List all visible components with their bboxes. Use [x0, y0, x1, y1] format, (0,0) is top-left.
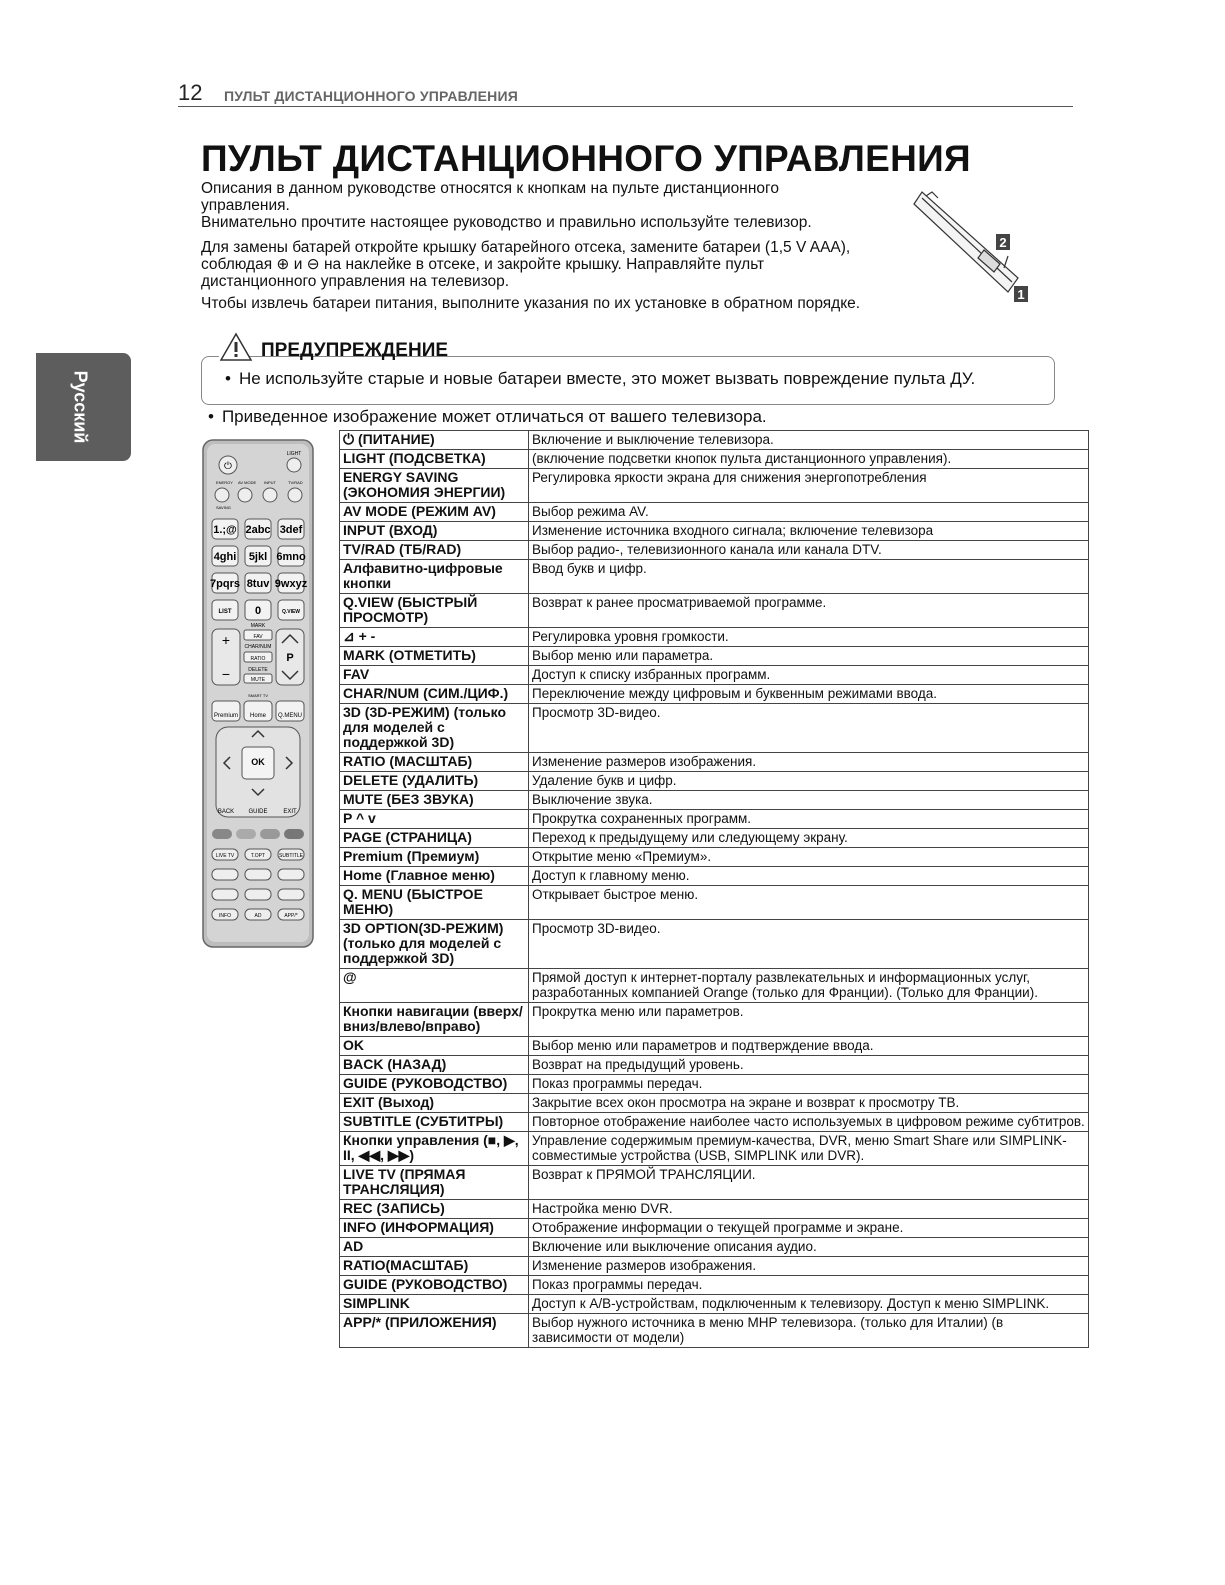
key-name: INFO (ИНФОРМАЦИЯ)	[340, 1219, 529, 1238]
svg-text:OK: OK	[251, 757, 265, 767]
key-name: INPUT (ВХОД)	[340, 522, 529, 541]
key-name: EXIT (Выход)	[340, 1094, 529, 1113]
key-name: Кнопки навигации (вверх/вниз/влево/вправо)	[340, 1003, 529, 1037]
running-title: ПУЛЬТ ДИСТАНЦИОННОГО УПРАВЛЕНИЯ	[224, 88, 519, 104]
key-description: Ввод букв и цифр.	[529, 560, 1089, 594]
key-name: Q. MENU (БЫСТРОЕ МЕНЮ)	[340, 886, 529, 920]
language-tab	[36, 353, 131, 461]
svg-text:SAVING: SAVING	[216, 505, 231, 510]
key-name: P ^ v	[340, 810, 529, 829]
key-description: Прокрутка меню или параметров.	[529, 1003, 1089, 1037]
svg-text:⏻: ⏻	[224, 461, 232, 472]
key-description: Выбор нужного источника в меню MHP телевизора. (только для Италии) (в зависимости от модели)	[529, 1314, 1089, 1348]
key-description: Возврат на предыдущий уровень.	[529, 1056, 1089, 1075]
warning-heading-text: ПРЕДУПРЕЖДЕНИЕ	[261, 340, 449, 361]
key-name: Алфавитно-цифровые кнопки	[340, 560, 529, 594]
key-description: Регулировка уровня громкости.	[529, 628, 1089, 647]
key-description: Изменение размеров изображения.	[529, 753, 1089, 772]
key-description: Выбор радио-, телевизионного канала или канала DTV.	[529, 541, 1089, 560]
light-icon	[287, 458, 301, 472]
table-row	[340, 1094, 1089, 1113]
table-row	[340, 1238, 1089, 1257]
svg-text:SUBTITLE: SUBTITLE	[279, 853, 303, 859]
key-description: Прокрутка сохраненных программ.	[529, 810, 1089, 829]
key-description: Показ программы передач.	[529, 1075, 1089, 1094]
table-row	[340, 541, 1089, 560]
key-description: Закрытие всех окон просмотра на экране и возврат к просмотру ТВ.	[529, 1094, 1089, 1113]
svg-text:LIGHT: LIGHT	[286, 451, 302, 457]
key-description: Прямой доступ к интернет-порталу развлекательных и информационных услуг, разработанных компанией Orange (только для Франции). (Только для Франции).	[529, 969, 1089, 1003]
key-description: Изменение источника входного сигнала; включение телевизора	[529, 522, 1089, 541]
table-row	[340, 791, 1089, 810]
key-name: TV/RAD (ТБ/RAD)	[340, 541, 529, 560]
table-row	[340, 666, 1089, 685]
table-row	[340, 920, 1089, 969]
table-row	[340, 1314, 1089, 1348]
key-description: Удаление букв и цифр.	[529, 772, 1089, 791]
key-description: Выбор меню или параметров и подтверждение ввода.	[529, 1037, 1089, 1056]
svg-text:Premium: Premium	[213, 713, 239, 719]
key-name: MARK (ОТМЕТИТЬ)	[340, 647, 529, 666]
table-row	[340, 1132, 1089, 1166]
svg-text:0: 0	[254, 605, 262, 617]
table-row	[340, 522, 1089, 541]
table-row	[340, 829, 1089, 848]
table-row	[340, 1219, 1089, 1238]
svg-text:INPUT: INPUT	[264, 480, 276, 485]
svg-text:RATIO: RATIO	[250, 656, 266, 662]
table-row	[340, 810, 1089, 829]
svg-text:7pqrs: 7pqrs	[210, 578, 240, 590]
table-row	[340, 886, 1089, 920]
table-row	[340, 753, 1089, 772]
page-header	[178, 80, 1073, 107]
key-description: Изменение размеров изображения.	[529, 1257, 1089, 1276]
key-name: LIVE TV (ПРЯМАЯ ТРАНСЛЯЦИЯ)	[340, 1166, 529, 1200]
key-name: AV MODE (РЕЖИМ AV)	[340, 503, 529, 522]
svg-text:GUIDE: GUIDE	[248, 809, 268, 815]
key-name: APP/* (ПРИЛОЖЕНИЯ)	[340, 1314, 529, 1348]
key-description: Доступ к A/B-устройствам, подключенным к телевизору. Доступ к меню SIMPLINK.	[529, 1295, 1089, 1314]
svg-text:+: +	[221, 632, 231, 648]
key-name: MUTE (БЕЗ ЗВУКА)	[340, 791, 529, 810]
svg-text:MUTE: MUTE	[250, 677, 266, 683]
table-row	[340, 560, 1089, 594]
key-description: Переключение между цифровым и буквенным режимами ввода.	[529, 685, 1089, 704]
key-name: GUIDE (РУКОВОДСТВО)	[340, 1075, 529, 1094]
key-description: Отображение информации о текущей программе и экране.	[529, 1219, 1089, 1238]
svg-text:BACK: BACK	[217, 809, 235, 815]
svg-text:ENERGY: ENERGY	[216, 480, 233, 485]
table-row	[340, 867, 1089, 886]
page-title: ПУЛЬТ ДИСТАНЦИОННОГО УПРАВЛЕНИЯ	[201, 138, 971, 179]
key-name: Home (Главное меню)	[340, 867, 529, 886]
svg-text:AD: AD	[254, 913, 262, 919]
svg-text:P: P	[286, 652, 294, 664]
svg-text:DELETE: DELETE	[248, 667, 268, 673]
key-name: PAGE (СТРАНИЦА)	[340, 829, 529, 848]
battery-remote-illustration	[908, 186, 1048, 308]
key-name: Q.VIEW (БЫСТРЫЙ ПРОСМОТР)	[340, 594, 529, 628]
table-row	[340, 628, 1089, 647]
key-description: Выключение звука.	[529, 791, 1089, 810]
intro-paragraph-2: Внимательно прочтите настоящее руководство и правильно используйте телевизор.	[201, 214, 812, 231]
key-description: Открытие меню «Премиум».	[529, 848, 1089, 867]
table-row	[340, 431, 1089, 450]
svg-text:9wxyz: 9wxyz	[274, 578, 308, 590]
table-row	[340, 1276, 1089, 1295]
table-row	[340, 503, 1089, 522]
key-name: 3D OPTION(3D-РЕЖИМ) (только для моделей с поддержкой 3D)	[340, 920, 529, 969]
key-description: Повторное отображение наиболее часто используемых в цифровом режиме субтитров.	[529, 1113, 1089, 1132]
svg-text:6mno: 6mno	[276, 551, 306, 563]
key-name: FAV	[340, 666, 529, 685]
key-description: Настройка меню DVR.	[529, 1200, 1089, 1219]
key-description: Выбор меню или параметра.	[529, 647, 1089, 666]
table-row	[340, 1200, 1089, 1219]
svg-text:LIST: LIST	[218, 609, 232, 615]
svg-text:Home: Home	[249, 713, 267, 719]
warning-triangle-icon	[219, 332, 253, 362]
key-description: Переход к предыдущему или следующему экрану.	[529, 829, 1089, 848]
svg-text:AV MODE: AV MODE	[238, 480, 257, 485]
svg-text:TV/RAD: TV/RAD	[288, 480, 303, 485]
table-row	[340, 1257, 1089, 1276]
key-name: CHAR/NUM (СИМ./ЦИФ.)	[340, 685, 529, 704]
table-row	[340, 469, 1089, 503]
image-note: • Приведенное изображение может отличаться от вашего телевизора.	[208, 407, 767, 426]
svg-text:T.OPT: T.OPT	[250, 853, 266, 859]
key-description: Регулировка яркости экрана для снижения энергопотребления	[529, 469, 1089, 503]
table-row	[340, 1166, 1089, 1200]
key-name: BACK (НАЗАД)	[340, 1056, 529, 1075]
svg-text:INFO: INFO	[219, 913, 231, 919]
key-description: Управление содержимым премиум-качества, DVR, меню Smart Share или SIMPLINK-совместимые устройства (USB, SIMPLINK или DVR).	[529, 1132, 1089, 1166]
svg-text:3def: 3def	[279, 524, 303, 536]
page-number: 12	[178, 80, 203, 105]
table-row	[340, 1056, 1089, 1075]
key-description: Показ программы передач.	[529, 1276, 1089, 1295]
svg-text:LIVE TV: LIVE TV	[215, 853, 235, 859]
svg-text:1: 1	[1017, 287, 1025, 302]
warning-heading	[219, 332, 449, 364]
key-name: Кнопки управления (■, ▶, II, ◀◀, ▶▶)	[340, 1132, 529, 1166]
key-name: SUBTITLE (СУБТИТРЫ)	[340, 1113, 529, 1132]
key-name: DELETE (УДАЛИТЬ)	[340, 772, 529, 791]
key-description: (включение подсветки кнопок пульта дистанционного управления).	[529, 450, 1089, 469]
key-name: @	[340, 969, 529, 1003]
svg-text:APP/*: APP/*	[284, 913, 298, 919]
svg-text:5jkl: 5jkl	[248, 551, 268, 563]
key-name: LIGHT (ПОДСВЕТКА)	[340, 450, 529, 469]
svg-text:Q.VIEW: Q.VIEW	[281, 609, 301, 615]
key-description: Просмотр 3D-видео.	[529, 704, 1089, 753]
svg-text:SMART TV: SMART TV	[247, 693, 269, 698]
key-name: REC (ЗАПИСЬ)	[340, 1200, 529, 1219]
table-row	[340, 848, 1089, 867]
table-row	[340, 647, 1089, 666]
table-row	[340, 1113, 1089, 1132]
key-name: Premium (Премиум)	[340, 848, 529, 867]
table-row	[340, 1295, 1089, 1314]
key-name: OK	[340, 1037, 529, 1056]
intro-paragraph-1: Описания в данном руководстве относятся к кнопкам на пульте дистанционного управления.	[201, 180, 779, 214]
key-description: Доступ к списку избранных программ.	[529, 666, 1089, 685]
svg-text:1.;@: 1.;@	[213, 524, 237, 536]
svg-text:−: −	[221, 666, 231, 682]
key-description: Выбор режима AV.	[529, 503, 1089, 522]
svg-text:MARK: MARK	[250, 623, 266, 629]
table-row	[340, 704, 1089, 753]
table-row	[340, 1003, 1089, 1037]
language-tab-label: Русский	[70, 370, 91, 444]
table-row	[340, 450, 1089, 469]
svg-text:Q.MENU: Q.MENU	[278, 713, 302, 719]
key-name: RATIO(МАСШТАБ)	[340, 1257, 529, 1276]
svg-text:2: 2	[999, 235, 1007, 250]
intro-paragraph-4: Чтобы извлечь батареи питания, выполните указания по их установке в обратном порядке.	[201, 295, 861, 312]
key-name: GUIDE (РУКОВОДСТВО)	[340, 1276, 529, 1295]
svg-text:CHAR/NUM: CHAR/NUM	[244, 644, 272, 650]
key-name: AD	[340, 1238, 529, 1257]
remote-control-illustration	[202, 439, 314, 949]
warning-text: • Не используйте старые и новые батареи вместе, это может вызвать повреждение пульта ДУ.	[225, 369, 976, 388]
table-row	[340, 594, 1089, 628]
svg-text:4ghi: 4ghi	[213, 551, 237, 563]
power-icon: ⏻	[343, 431, 358, 447]
intro-paragraph-3: Для замены батарей откройте крышку батарейного отсека, замените батареи (1,5 V AAA), соблюдая ⊕ и ⊖ на наклейке в отсеке, и закройте крышку. Направляйте пульт дистанционного управления на телевизор.	[201, 239, 851, 290]
key-description: Включение и выключение телевизора.	[529, 431, 1089, 450]
key-name: RATIO (МАСШТАБ)	[340, 753, 529, 772]
table-row	[340, 1075, 1089, 1094]
key-name: 3D (3D-РЕЖИМ) (только для моделей с поддержкой 3D)	[340, 704, 529, 753]
key-description: Включение или выключение описания аудио.	[529, 1238, 1089, 1257]
key-name: ⊿ + -	[340, 628, 529, 647]
key-name: SIMPLINK	[340, 1295, 529, 1314]
table-row	[340, 685, 1089, 704]
key-name: ENERGY SAVING (ЭКОНОМИЯ ЭНЕРГИИ)	[340, 469, 529, 503]
key-description: Возврат к ранее просматриваемой программе.	[529, 594, 1089, 628]
svg-text:2abc: 2abc	[245, 524, 271, 536]
key-description: Доступ к главному меню.	[529, 867, 1089, 886]
key-description: Открывает быстрое меню.	[529, 886, 1089, 920]
svg-text:8tuv: 8tuv	[246, 578, 270, 590]
key-name: ⏻ (ПИТАНИЕ)	[340, 431, 529, 450]
svg-text:FAV: FAV	[253, 634, 263, 640]
button-description-table	[339, 430, 1089, 1348]
key-description: Просмотр 3D-видео.	[529, 920, 1089, 969]
table-row	[340, 1037, 1089, 1056]
key-description: Возврат к ПРЯМОЙ ТРАНСЛЯЦИИ.	[529, 1166, 1089, 1200]
svg-text:EXIT: EXIT	[283, 809, 297, 815]
table-row	[340, 772, 1089, 791]
table-row	[340, 969, 1089, 1003]
